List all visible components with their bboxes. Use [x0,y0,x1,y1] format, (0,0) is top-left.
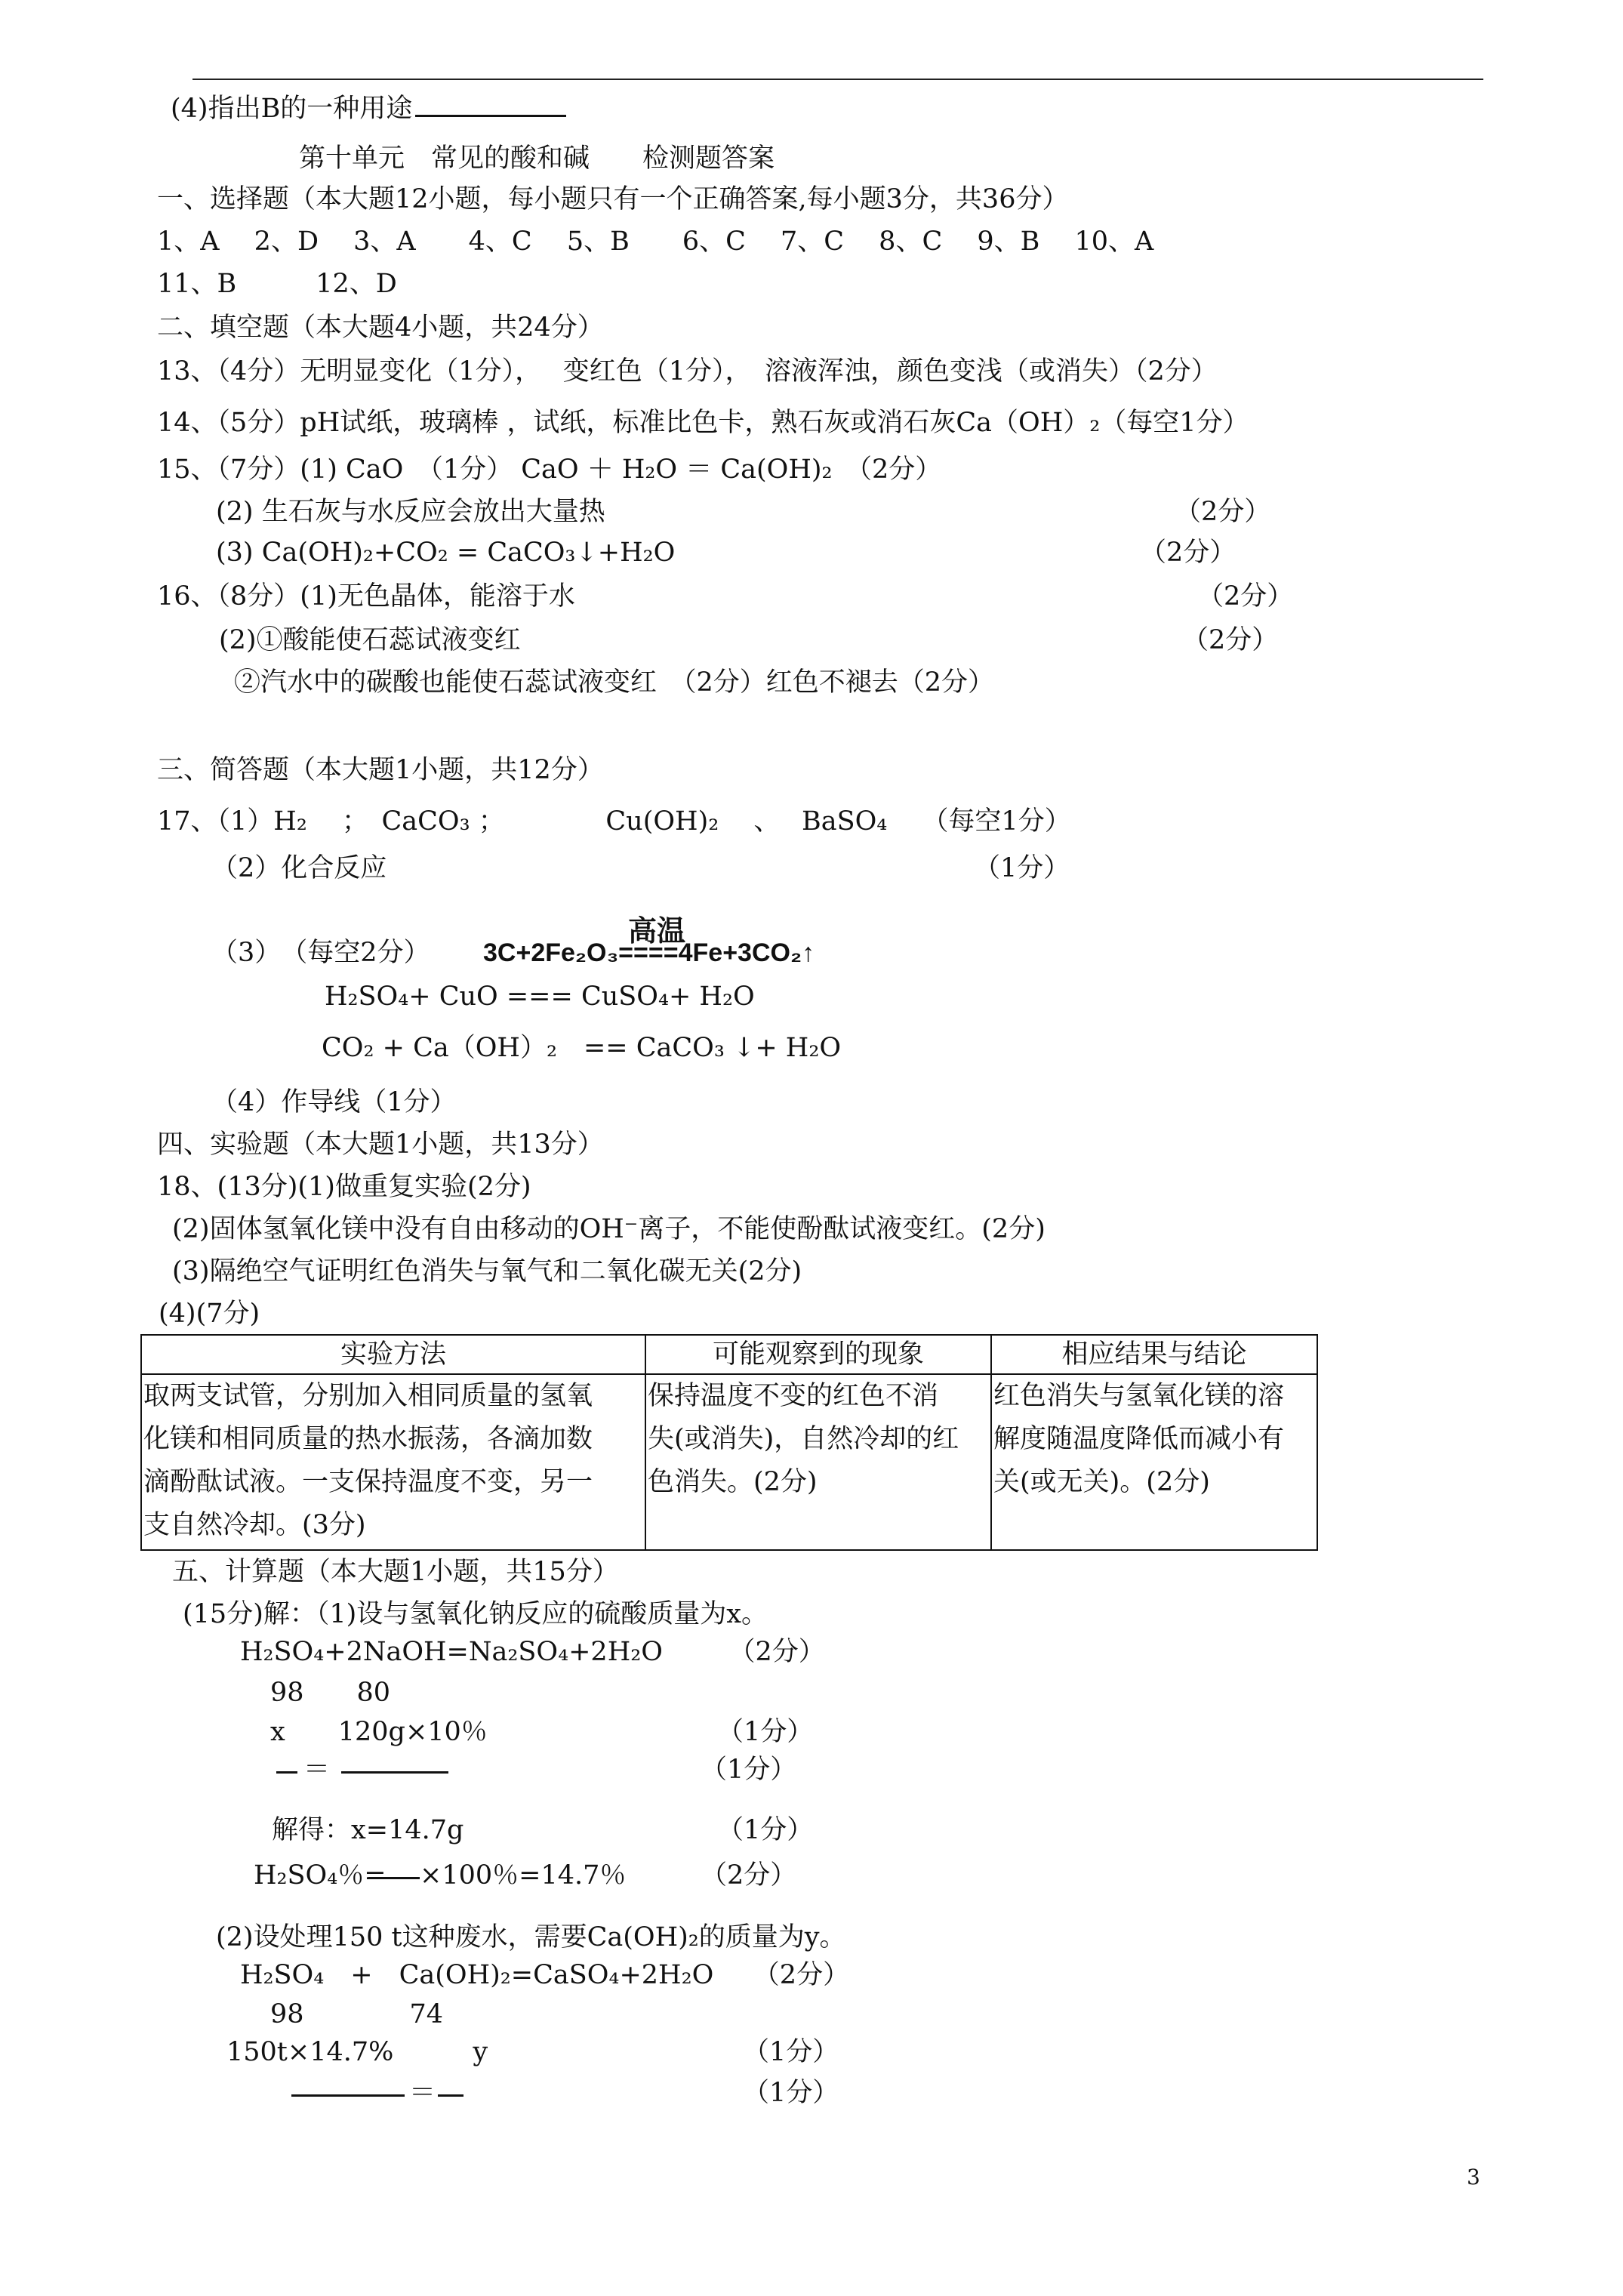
answer-15-part-1: 15、（7分）(1) CaO （1分） CaO ＋ H₂O ＝ Ca(OH)₂ （2分） [157,455,942,485]
calc-equation-1: H₂SO₄+2NaOH=Na₂SO₄+2H₂O （2分） [240,1637,825,1667]
answer-blank [415,92,566,117]
equation-co2-limewater: CO₂ + Ca（OH）₂ == CaCO₃ ↓+ H₂O [322,1033,842,1063]
section-5-title: 五、计算题（本大题1小题，共15分） [172,1557,619,1587]
calc-percent-result: ×100％=14.7％ [420,1860,627,1891]
answer-14: 14、（5分）pH试纸，玻璃棒 ，试纸，标准比色卡，熟石灰或消石灰Ca（OH）₂（每空1分） [157,408,1249,438]
equation-carbon-reduction: 3C+2Fe₂O₃====4Fe+3CO₂↑ [483,938,815,967]
answer-16-part-2: (2)①酸能使石蕊试液变红 [219,625,521,655]
answer-18-part-3: (3)隔绝空气证明红色消失与氧气和二氧化碳无关(2分) [172,1256,802,1287]
answer-17-part-1: 17、（1）H₂ ； CaCO₃ ； Cu(OH)₂ 、 BaSO₄ （每空1分） [157,806,1071,837]
page-number: 3 [1467,2165,1480,2190]
question-4-prompt: (4)指出B的一种用途 [171,92,566,125]
section-2-title: 二、填空题（本大题4小题，共24分） [157,313,604,343]
answer-16-part-3: ②汽水中的碳酸也能使石蕊试液变红 （2分）红色不褪去（2分） [234,667,995,698]
answer-17-part-4: （4）作导线（1分） [211,1087,457,1117]
calc-percent-score: （2分） [701,1860,797,1891]
calc-ratio-values-1-score: （1分） [717,1717,814,1747]
answer-18-part-2: (2)固体氢氧化镁中没有自由移动的OH⁻离子，不能使酚酞试液变红。(2分) [172,1214,1046,1244]
fraction-bar [291,2094,405,2097]
answer-15-part-3: (3) Ca(OH)₂+CO₂ = CaCO₃↓+H₂O [216,538,676,568]
answer-13: 13、（4分）无明显变化（1分）， 变红色（1分）， 溶液浑浊，颜色变浅（或消失）（2分） [157,356,1218,387]
table-header-row [141,1335,1317,1374]
equals-sign: ＝ [409,2078,436,2108]
calc-percent-label: H₂SO₄％= [254,1860,387,1891]
answer-18-part-1: 18、(13分)(1)做重复实验(2分) [157,1172,531,1202]
calc-solve-x-score: （1分） [717,1815,814,1845]
fraction-bar [341,1771,448,1774]
calc-solve-x: 解得：x=14.7g [272,1815,464,1845]
fraction-bar [368,1877,420,1879]
choice-answers-row-1: 1、A 2、D 3、A 4、C 5、B 6、C 7、C 8、C 9、B 10、A [157,227,1154,257]
equals-sign: ＝ [303,1755,331,1785]
calc-ratio-numbers-2: 98 74 [270,1999,444,2029]
section-3-title: 三、简答题（本大题1小题，共12分） [157,755,604,785]
table-header-method: 实验方法 [141,1335,645,1374]
table-row [141,1374,1317,1550]
calc-intro: (15分)解：（1)设与氢氧化钠反应的硫酸质量为x。 [183,1599,768,1629]
table-cell-method: 取两支试管，分别加入相同质量的氢氧 化镁和相同质量的热水振荡，各滴加数 滴酚酞试液。一支保持温度不变，另一 支自然冷却。(3分) [141,1374,645,1550]
table-cell-phenomenon: 保持温度不变的红色不消 失(或消失)，自然冷却的红 色消失。(2分) [645,1374,991,1550]
fraction-bar [276,1771,297,1774]
table-cell-conclusion: 红色消失与氢氧化镁的溶 解度随温度降低而减小有 关(或无关)。(2分) [991,1374,1317,1550]
table-header-conclusion: 相应结果与结论 [991,1335,1317,1374]
calc-ratio-values-2-score: （1分） [743,2037,839,2067]
choice-answers-row-2: 11、B 12、D [157,269,397,299]
answer-16-part-2-score: （2分） [1182,625,1279,655]
section-4-title: 四、实验题（本大题1小题，共13分） [157,1130,604,1160]
calc-proportion-1-score: （1分） [701,1755,797,1785]
fraction-bar [438,2094,463,2097]
calc-ratio-values-2: 150t×14.7% y [226,2037,488,2067]
answer-17-part-3-label: （3） （每空2分） [211,938,430,968]
section-1-title: 一、选择题（本大题12小题，每小题只有一个正确答案,每小题3分，共36分） [157,184,1069,214]
header-rule [192,79,1483,80]
calc-equation-2: H₂SO₄ + Ca(OH)₂=CaSO₄+2H₂O （2分） [240,1960,850,1990]
equation-sulfuric-copper-oxide: H₂SO₄+ CuO === CuSO₄+ H₂O [325,982,755,1012]
calc-part-2-intro: (2)设处理150 t这种废水，需要Ca(OH)₂的质量为y。 [216,1922,846,1952]
answer-17-part-2: （2）化合反应 [211,853,387,883]
calc-proportion-2-score: （1分） [743,2078,839,2108]
answer-17-part-2-score: （1分） [974,853,1070,883]
answer-16-part-1: 16、（8分）(1)无色晶体，能溶于水 [157,581,575,612]
calc-ratio-numbers-1: 98 80 [270,1678,391,1708]
experiment-table [140,1334,1318,1551]
answer-18-part-4: (4)(7分) [159,1299,260,1329]
answer-15-part-2-score: （2分） [1175,497,1271,527]
answer-16-part-1-score: （2分） [1197,581,1294,612]
reaction-condition: 高温 [628,914,686,948]
table-header-phenomenon: 可能观察到的现象 [645,1335,991,1374]
answer-15-part-3-score: （2分） [1140,538,1236,568]
calc-ratio-values-1: x 120g×10％ [270,1717,488,1747]
page-title: 第十单元 常见的酸和碱 检测题答案 [299,143,775,174]
answer-15-part-2: (2) 生石灰与水反应会放出大量热 [216,497,605,527]
